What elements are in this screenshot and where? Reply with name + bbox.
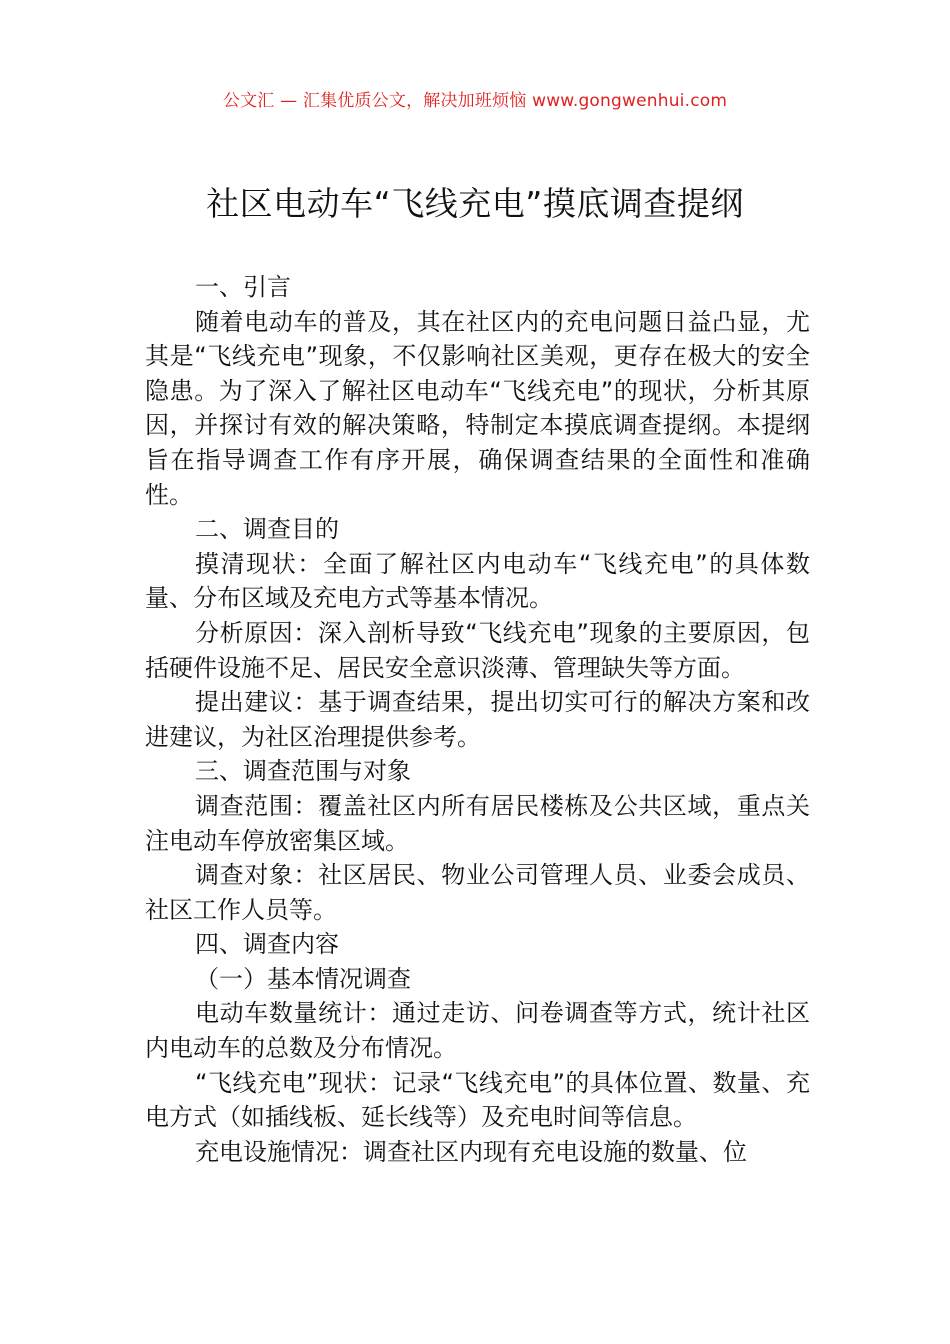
header-banner: 公文汇 — 汇集优质公文，解决加班烦恼 www.gongwenhui.com — [222, 91, 728, 111]
paragraph-charging-facilities: 充电设施情况：调查社区内现有充电设施的数量、位 — [195, 1137, 747, 1166]
section-heading-content: 四、调查内容 — [195, 930, 339, 959]
document-title: 社区电动车“飞线充电”摸底调查提纲 — [206, 184, 744, 223]
paragraph-vehicle-count: 电动车数量统计：通过走访、问卷调查等方式，统计社区内电动车的总数及分布情况。 — [145, 999, 810, 1063]
subsection-heading-basics: （一）基本情况调查 — [195, 964, 411, 993]
paragraph-scope-range: 调查范围：覆盖社区内所有居民楼栋及公共区域，重点关注电动车停放密集区域。 — [145, 791, 810, 855]
paragraph-purpose-suggestions: 提出建议：基于调查结果，提出切实可行的解决方案和改进建议，为社区治理提供参考。 — [145, 688, 810, 751]
paragraph-purpose-status: 摸清现状：全面了解社区内电动车“飞线充电”的具体数量、分布区域及充电方式等基本情况。 — [145, 549, 810, 613]
paragraph-introduction: 随着电动车的普及，其在社区内的充电问题日益凸显，尤其是“飞线充电”现象，不仅影响社区美观，更存在极大的安全隐患。为了深入了解社区电动车“飞线充电”的现状，分析其原因，并探讨有效的解决策略，特制定本摸底调查提纲。本提纲旨在指导调查工作有序开展，确保调查结果的全面性和准确性。 — [145, 307, 810, 509]
section-heading-scope: 三、调查范围与对象 — [195, 757, 411, 786]
document-body — [145, 270, 810, 1169]
paragraph-flying-wire-status: “飞线充电”现状：记录“飞线充电”的具体位置、数量、充电方式（如插线板、延长线等）及充电时间等信息。 — [145, 1068, 810, 1132]
section-heading-introduction: 一、引言 — [195, 273, 291, 301]
paragraph-scope-targets: 调查对象：社区居民、物业公司管理人员、业委会成员、社区工作人员等。 — [145, 861, 810, 924]
paragraph-purpose-causes: 分析原因：深入剖析导致“飞线充电”现象的主要原因，包括硬件设施不足、居民安全意识淡薄、管理缺失等方面。 — [145, 618, 810, 682]
section-heading-purpose: 二、调查目的 — [195, 515, 339, 544]
